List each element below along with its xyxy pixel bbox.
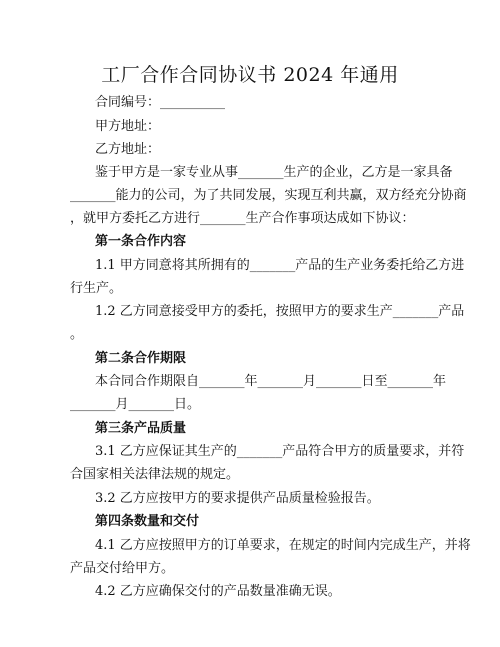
document-title: 工厂合作合同协议书 2024 年通用 bbox=[101, 64, 399, 86]
clause-line: 1.1 甲方同意将其所拥有的_______产品的生产业务委托给乙方进 bbox=[95, 258, 465, 273]
clause-line: 。 bbox=[70, 327, 84, 342]
clause-line: 3.1 乙方应保证其生产的_______产品符合甲方的质量要求，并符 bbox=[95, 444, 465, 459]
clause-line: 3.2 乙方应按甲方的要求提供产品质量检验报告。 bbox=[95, 491, 380, 506]
preamble-line: _______能力的公司，为了共同发展，实现互利共赢，双方经充分协商 bbox=[70, 188, 467, 203]
clause-line: 产品交付给甲方。 bbox=[70, 561, 175, 576]
section-heading: 第四条数量和交付 bbox=[95, 514, 200, 529]
clause-line: 合国家相关法律法规的规定。 bbox=[70, 467, 240, 482]
clause-line: 本合同合作期限自_______年_______月_______日至_______年 bbox=[95, 374, 447, 389]
preamble-line: 鉴于甲方是一家专业从事_______生产的企业，乙方是一家具备 bbox=[95, 165, 453, 180]
clause-line: 1.2 乙方同意接受甲方的委托，按照甲方的要求生产_______产品 bbox=[95, 304, 465, 319]
party-a-address-field: 甲方地址： bbox=[95, 119, 161, 134]
clause-line: 行生产。 bbox=[70, 281, 123, 296]
clause-line: 4.2 乙方应确保交付的产品数量准确无误。 bbox=[95, 584, 341, 599]
clause-line: 4.1 乙方应按照甲方的订单要求，在规定的时间内完成生产，并将 bbox=[95, 538, 471, 553]
contract-number-field: 合同编号：__________ bbox=[95, 95, 226, 110]
preamble-line: ，就甲方委托乙方进行_______生产合作事项达成如下协议： bbox=[70, 211, 415, 226]
section-heading: 第二条合作期限 bbox=[95, 351, 187, 366]
section-heading: 第三条产品质量 bbox=[95, 421, 187, 436]
section-heading: 第一条合作内容 bbox=[95, 234, 187, 249]
party-b-address-field: 乙方地址： bbox=[95, 142, 161, 157]
clause-line: _______月_______日。 bbox=[70, 397, 201, 412]
